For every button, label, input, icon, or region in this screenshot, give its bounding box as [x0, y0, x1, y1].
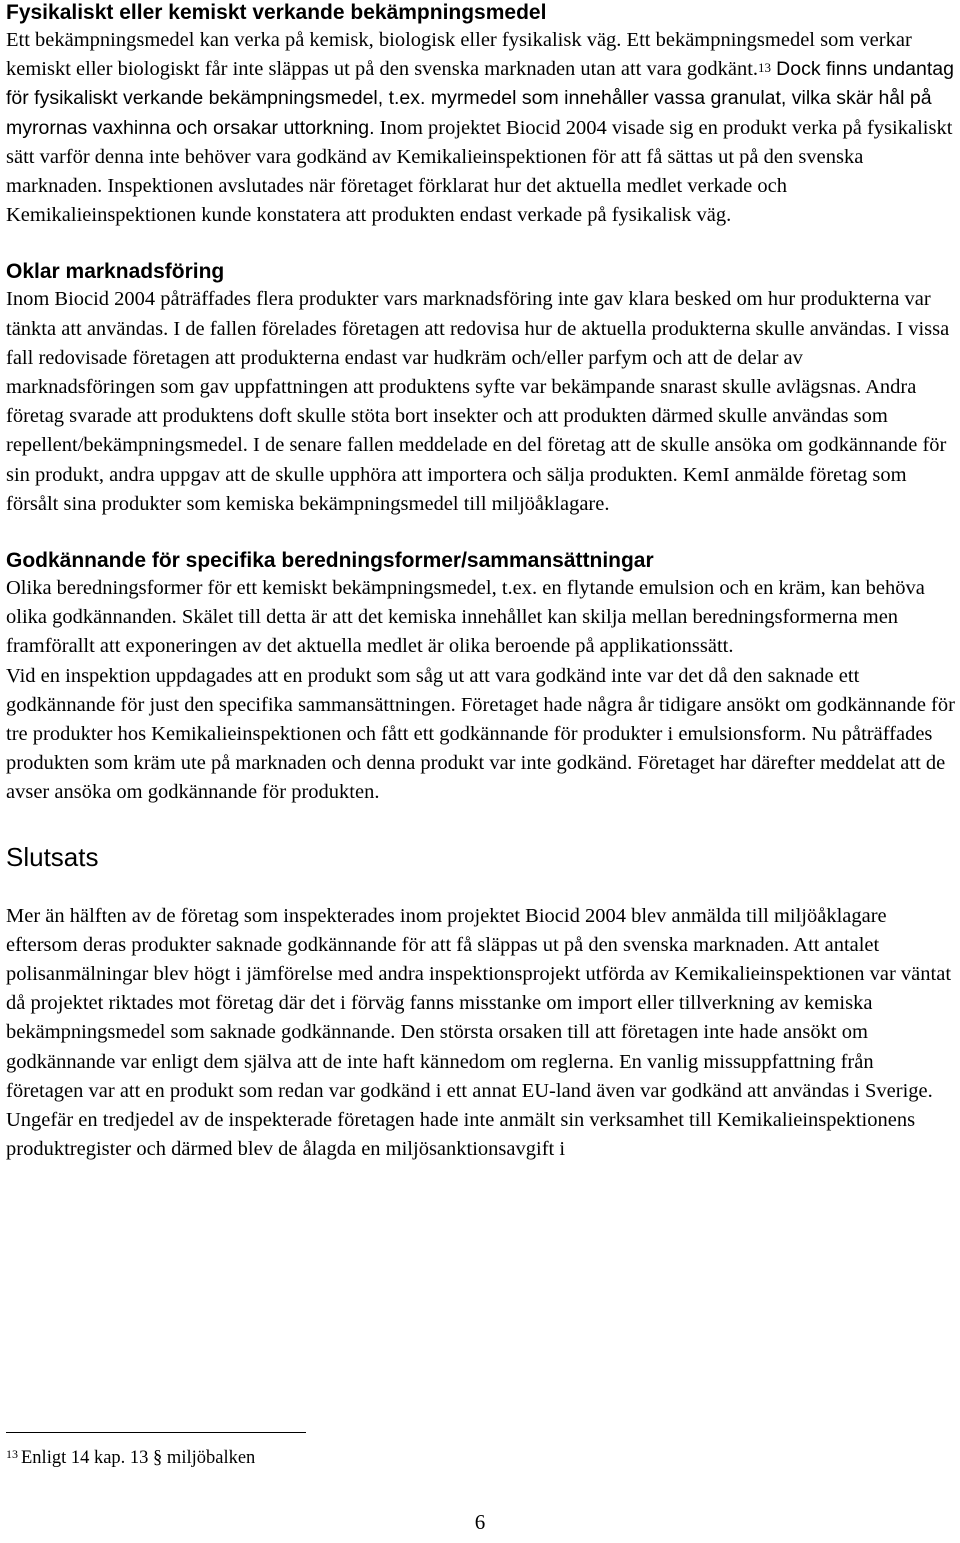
paragraph-unclear-marketing: Inom Biocid 2004 påträffades flera produkter vars marknadsföring inte gav klara besked om hur produkterna var tänkta att användas. I de fallen förelades företagen att redovisa hur de aktuella produkterna skulle användas. I vissa fall redovisade företagen att produkterna endast var hudkräm och/eller parfym och att de delar av marknadsföringen som gav uppfattningen att produktens syfte var bekämpande snarast skulle avlägsnas. Andra företag svarade att produktens doft skulle stöta bort insekter och att produkten därmed skulle användas som repellent/bekämpningsmedel. I de senare fallen meddelade en del företag att de skulle ansöka om godkännande för sin produkt, andra uppgav att de skulle upphöra att importera och sälja produkten. KemI anmälde företag som försålt sina produkter som kemiska bekämpningsmedel till miljöåklagare.: [6, 288, 950, 515]
section-unclear-marketing: [6, 259, 956, 519]
paragraph-approval-formulations-1: Olika beredningsformer för ett kemiskt bekämpningsmedel, t.ex. en flytande emulsion och en kräm, kan behöva olika godkännanden. Skälet till detta är att det kemiska innehållet kan skilja mellan beredningsformerna men framförallt att exponeringen av det aktuella medlet är olika beroende på applikationssätt.: [6, 577, 925, 658]
footnote-separator: [6, 1432, 306, 1433]
footnote: [6, 1446, 255, 1470]
footnote-number: 13: [6, 1447, 18, 1461]
document-page: [6, 0, 956, 1165]
paragraph-text: Ett bekämpningsmedel kan verka på kemisk, biologisk eller fysikalisk väg. Ett bekämpningsmedel som verkar kemiskt eller biologiskt får inte släppas ut på den svenska marknaden utan att vara godkänt.: [6, 29, 912, 81]
paragraph-approval-formulations-2: Vid en inspektion uppdagades att en produkt som såg ut att vara godkänd inte var det då den saknade ett godkännande för just den specifika sammansättningen. Företaget hade några år tidigare ansökt om godkännande för tre produkter hos Kemikalieinspektionen och fått ett godkännande för produkter i emulsionsform. Nu påträffades produkten som kräm ute på marknaden och denna produkt var inte godkänd. Företaget har därefter meddelat att de avser ansöka om godkännande för produkten.: [6, 664, 955, 804]
section-heading-conclusion: Slutsats: [6, 841, 99, 872]
section-physical-chemical: [6, 0, 956, 230]
section-approval-formulations: [6, 548, 956, 808]
footnote-reference[interactable]: 13: [758, 60, 772, 76]
paragraph-conclusion-1: Mer än hälften av de företag som inspekterades inom projektet Biocid 2004 blev anmälda till miljöåklagare eftersom deras produkter saknade godkännande för att få släppas ut på den svenska marknaden. Att antalet polisanmälningar blev högt i jämförelse med andra inspektionsprojekt utförda av Kemikalieinspektionen var väntat då projektet riktades mot företag där det i förväg fanns misstanke om import eller tillverkning av kemiska bekämpningsmedel som saknade godkännande. Den största orsaken till att företagen inte hade ansökt om godkännande var enligt dem själva att de inte haft kännedom om reglerna. En vanlig missuppfattning från företagen var att en produkt som redan var godkänd i ett annat EU-land även var godkänd att användas i Sverige.: [6, 904, 952, 1102]
page-number: 6: [474, 1510, 486, 1534]
paragraph-conclusion-2: Ungefär en tredjedel av de inspekterade företagen hade inte anmält sin verksamhet till Kemikalieinspektionens produktregister och därmed blev de ålagda en miljösanktionsavgift i: [6, 1109, 916, 1161]
section-heading-unclear-marketing: Oklar marknadsföring: [6, 260, 225, 284]
section-heading-approval-formulations: Godkännande för specifika beredningsformer/sammansättningar: [6, 549, 654, 573]
section-heading-physical-chemical: Fysikaliskt eller kemiskt verkande bekämpningsmedel: [6, 1, 547, 24]
footnote-text: Enligt 14 kap. 13 § miljöbalken: [21, 1448, 256, 1468]
paragraph-physical-chemical: [6, 26, 956, 230]
paragraph-text-sans: Dock finns undantag för fysikaliskt verkande bekämpningsmedel, t.ex. myrmedel som innehåller vassa granulat, vilka skär hål på myrornas vaxhinna och orsakar uttorkning.: [6, 58, 954, 139]
section-conclusion: [6, 842, 956, 1165]
paragraph-text: Inom projektet Biocid 2004 visade sig en produkt verka på fysikaliskt sätt varför denna inte behöver vara godkänd av Kemikalieinspektionen för att få sättas ut på den svenska marknaden. Inspektionen avslutades när företaget förklarat hur det aktuella medlet verkade och Kemikalieinspektionen kunde konstatera att produkten endast verkade på fysikalisk väg.: [6, 116, 953, 227]
